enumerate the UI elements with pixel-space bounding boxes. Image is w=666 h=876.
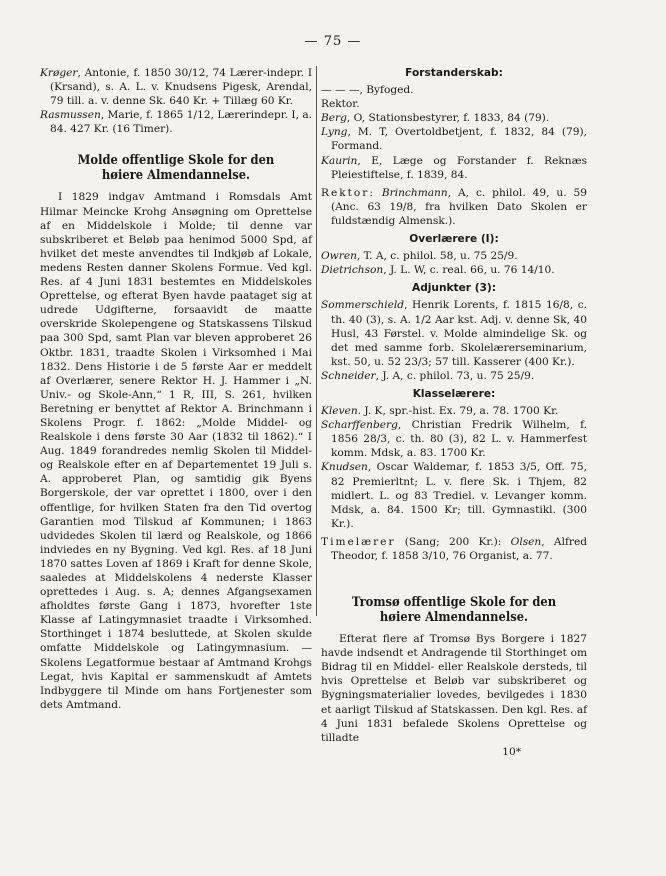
tromso-history-paragraph: Efterat flere af Tromsø Bys Borgere i 1827 havde indsendt et Andragende til Storthinget om Bidrag til en Middel- eller Realskole dersteds, til hvis Oprettelse et Beløb var subskriberet og Bygningsmaterialier lovedes, bevilgedes i 1830 et aarligt Tilskud af Statskassen. Den kgl. Res. af 4 Juni 1831 befalede Skolens Oprettelse og tilladte [321,633,587,744]
teacher-entry: Scharffenberg, Christian Fredrik Wilhelm, f. 1856 28/3, c. th. 80 (3), 82 L. v. Hammerfest komm. Mdsk, a. 83. 1700 Kr. [321,419,587,460]
adjunkter-title: Adjunkter (3): [412,282,496,295]
board-member: Kaurin, E, Læge og Forstander f. Reknæs Pleiestiftelse, f. 1839, 84. [321,154,587,181]
left-column [40,66,312,712]
teacher-entry: Schneider, J. A, c. philol. 73, u. 75 25/9. [321,369,535,382]
teacher-entry: Sommerschield, Henrik Lorents, f. 1815 16/8, c. th. 40 (3), s. A. 1/2 Aar kst. Adj. v. denne Sk, 40 Husl, 43 Førstel. v. Molde almindelige Sk. og det med samme forb. Skolelærerseminarium, kst. 50, u. 52 23/3; 57 till. Kasserer (400 Kr.). [321,299,587,368]
teacher-entry: Dietrichson, J. L. W, c. real. 66, u. 76 14/10. [321,264,555,277]
teacher-entry: Kleven. J. K, spr.-hist. Ex. 79, a. 78. 1700 Kr. [321,405,559,418]
rektor-label: Rektor. [321,98,360,111]
section-heading-molde: Molde offentlige Skole for den høiere Almendannelse. [77,152,275,184]
teacher-entry: Owren, T. A, c. philol. 58, u. 75 25/9. [321,250,518,263]
page-number: — 75 — [304,34,362,49]
forstanderskab-line: — — —, Byfoged. [321,84,414,97]
right-column [321,66,587,770]
forstanderskab-title: Forstanderskab: [405,67,503,79]
timelaerer-entry: Timelærer (Sang; 200 Kr.): Olsen, Alfred Theodor, f. 1858 3/10, 76 Organist, a. 77. [321,535,587,562]
column-divider [316,66,317,616]
teacher-entry: Knudsen, Oscar Waldemar, f. 1853 3/5, Off. 75, 82 Premierltnt; L. v. flere Sk. i Thjem, 82 midlert. L. og 83 Trediel. v. Levanger komm. Mdsk, a. 84. 1500 Kr; till. Gymnastikl. (300 Kr.). [321,461,587,530]
section-heading-tromso: Tromsø offentlige Skole for den høiere Almendannelse. [351,594,557,626]
rektor-entry: Rektor: Brinchmann, A, c. philol. 49, u. 59 (Anc. 63 19/8, fra hvilken Dato Skolen er fuldstændig Almensk.). [321,186,587,227]
teacher-entry: Rasmussen, Marie, f. 1865 1/12, Lærerindepr. I, a. 84. 427 Kr. (16 Timer). [40,109,312,136]
board-member: Berg, O, Stationsbestyrer, f. 1833, 84 (79). [321,112,550,125]
signature-mark: 10* [502,745,521,758]
board-member: Lyng, M. T, Overtoldbetjent, f. 1832, 84 (79), Formand. [321,126,587,153]
molde-history-paragraph: I 1829 indgav Amtmand i Romsdals Amt Hilmar Meincke Krohg Ansøgning om Oprettelse af en Middelskole i Molde; til denne var subskriberet et Beløb paa henimod 5000 Spd, af hvilket det meste anvendtes til Indkjøb af Lokale, medens Resten danner Skolens Formue. Ved kgl. Res. af 4 Juni 1831 bestemtes en Middelskoles Oprettelse, og efterat Byen havde paataget sig at udrede Udgifterne, forsaavidt de maatte overskride Skolepengene og Statskassens Tilskud paa 300 Spd, samt Plan var bleven approberet 26 Oktbr. 1831, traadte Skolen i Virksomhed i Mai 1832. Dens Historie i de 5 første Aar er meddelt af Overlærer, senere Rektor H. J. Hammer i „N. Univ.- og Skole-Ann,“ 1 R, III, S. 261, hvilken Beretning er benyttet af Rektor A. Brinchmann i Skolens Progr. f. 1862: „Molde Middel- og Realskole i dens første 30 Aar (1832 til 1862).“ I Aug. 1849 forandredes nemlig Skolen til Middel- og Realskole efter en af Departementet 19 Juli s. A. approberet Plan, og samtidig gik Byens Borgerskole, der var oprettet i 1800, over i den offentlige, for hvilken Staten fra den Tid overtog Garantien mod Tilskud af Kommunen; i 1863 udvidedes Skolen til lærd og Realskole, og 1866 indviedes en ny Bygning. Ved kgl. Res. af 18 Juni 1870 sattes Loven af 1869 i Kraft for denne Skole, saaledes at Middelskolens 4 nederste Klasser oprettedes i Aug. s. A; dennes Afgangsexamen afholdtes første Gang i 1873, hvorefter 1ste Klasse af Latingymnasiet traadte i Virksomhed. Storthinget i 1874 besluttede, at Skolen skulde omfatte Middelskole og Latingymnasium. — Skolens Legatformue bestaar af Amtmand Krohgs Legat, hvis Kapital er sammenskudt af Amtets Indbyggere til Minde om hans Fortjenester som dets Amtmand. [40,191,312,711]
teacher-entry: Krøger, Antonie, f. 1850 30/12, 74 Lærer-indepr. I (Krsand), s. A. L. v. Knudsens Pigesk, Arendal, 79 till. a. v. denne Sk. 640 Kr. + Tillæg 60 Kr. [40,67,312,108]
klasselaerere-title: Klasselærere: [412,387,496,400]
overlaerere-title: Overlærere (I): [409,233,499,246]
